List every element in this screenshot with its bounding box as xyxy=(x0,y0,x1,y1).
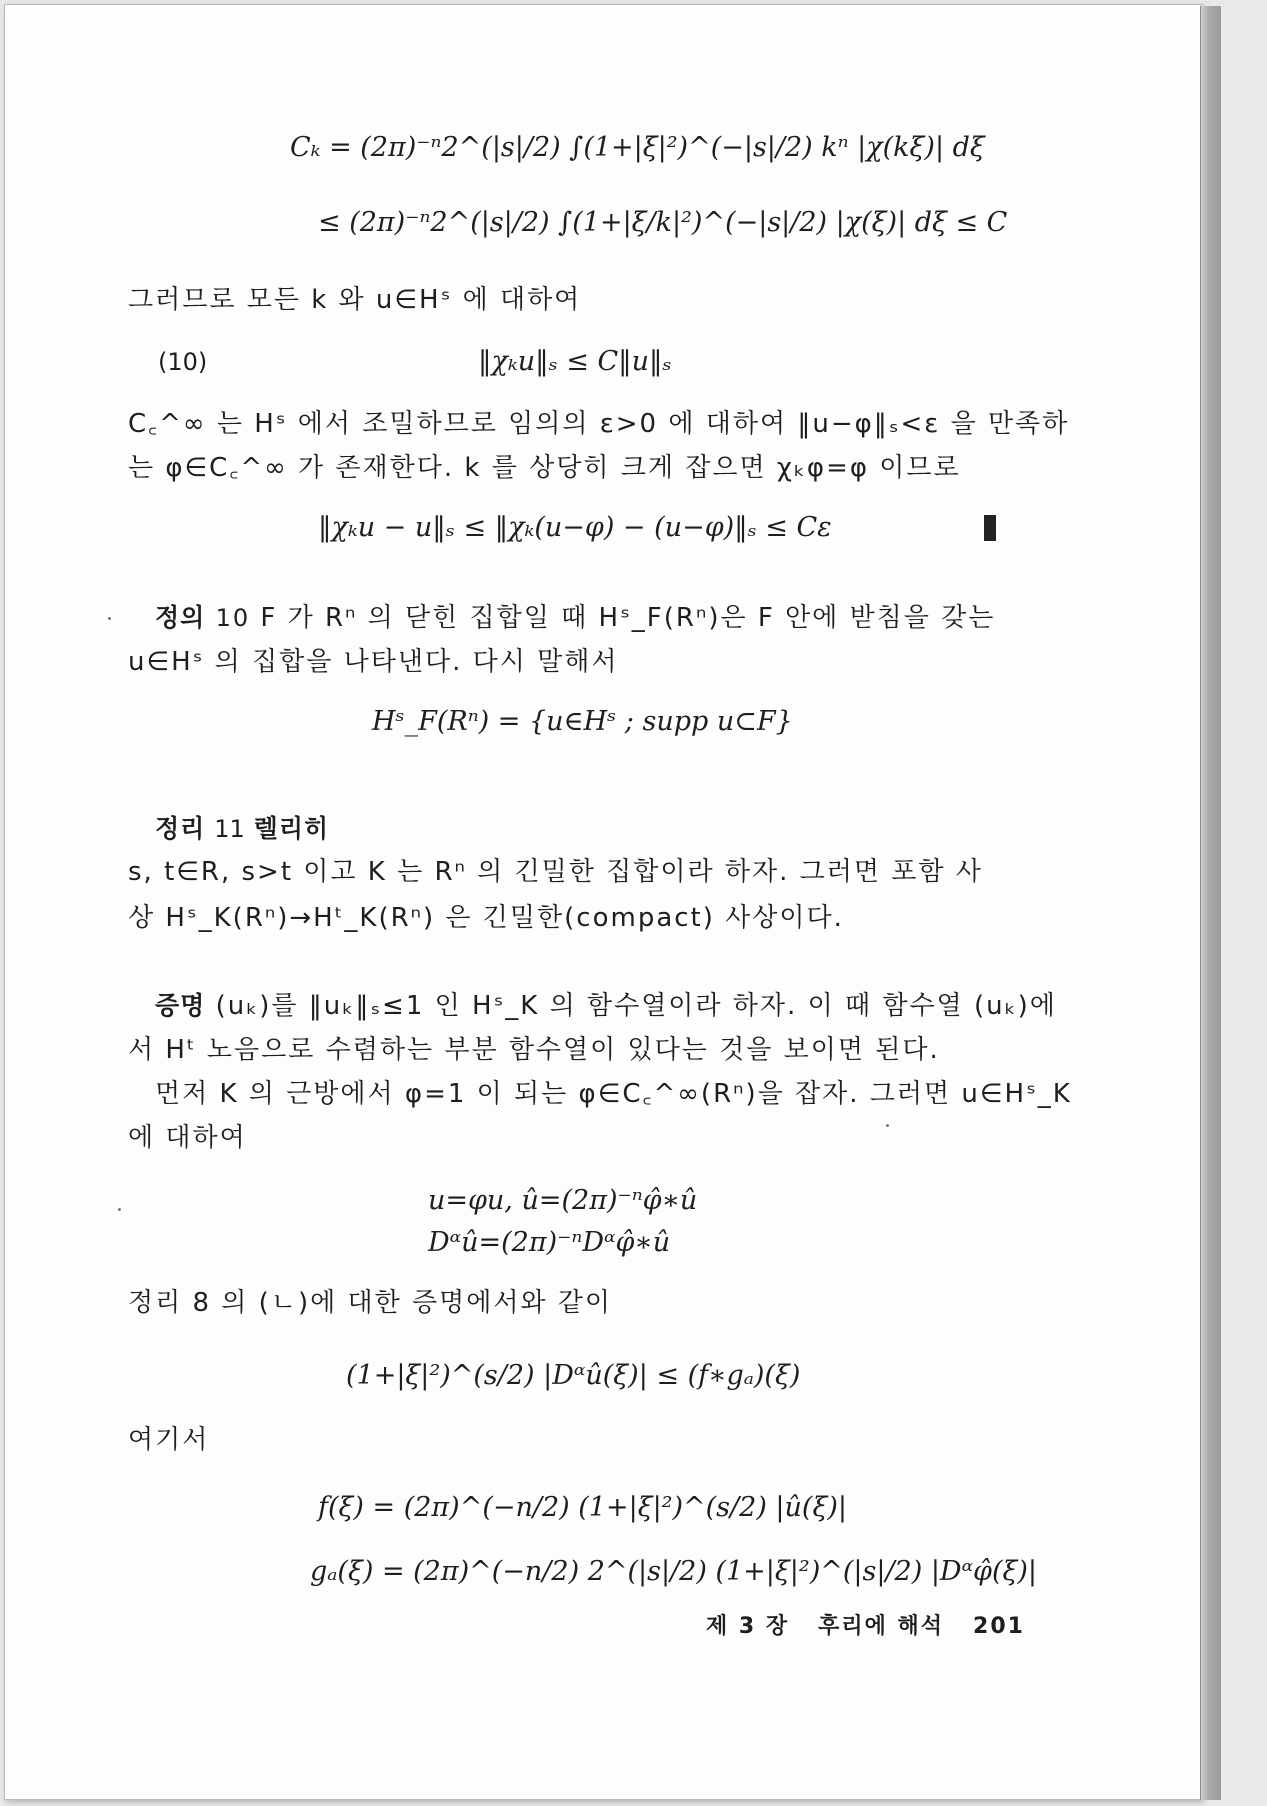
proof-line3: 먼저 K 의 근방에서 φ=1 이 되는 φ∈C꜀^∞(Rⁿ)을 잡자. 그러면 u∈Hˢ_K xyxy=(155,1079,1072,1109)
theorem-11-heading xyxy=(155,810,329,847)
scan-speck xyxy=(108,617,111,620)
theorem-number: 11 xyxy=(214,815,245,843)
text-theorem8-ref: 정리 8 의 (ㄴ)에 대한 증명에서와 같이 xyxy=(128,1288,613,1318)
proof-line2: 서 Hᵗ 노음으로 수렴하는 부분 함수열이 있다는 것을 보이면 된다. xyxy=(128,1035,940,1065)
equation-f-definition: f(ξ) = (2π)^(−n/2) (1+|ξ|²)^(s/2) |û(ξ)| xyxy=(318,1492,847,1523)
theorem-name: 렐리히 xyxy=(253,814,330,843)
theorem-11-line1: s, t∈R, s>t 이고 K 는 Rⁿ 의 긴밀한 집합이라 하자. 그러면 포함 사 xyxy=(128,857,983,887)
proof-line1: (uₖ)를 ‖uₖ‖ₛ≤1 인 Hˢ_K 의 함수열이라 하자. 이 때 함수열 (uₖ)에 xyxy=(215,991,1057,1021)
text-here: 여기서 xyxy=(128,1425,210,1455)
proof-paragraph xyxy=(155,988,1057,1024)
scan-speck xyxy=(886,1124,889,1127)
equation-convolution-1: u=φu, û=(2π)⁻ⁿφ̂∗û xyxy=(428,1185,698,1216)
definition-number: 10 xyxy=(215,604,251,632)
definition-label: 정의 xyxy=(155,603,206,632)
equation-10: ‖χₖu‖ₛ ≤ C‖u‖ₛ xyxy=(478,346,672,377)
scan-speck xyxy=(118,1208,121,1211)
equation-g-definition: gₐ(ξ) = (2π)^(−n/2) 2^(|s|/2) (1+|ξ|²)^(|s|/2) |Dᵅφ̂(ξ)| xyxy=(310,1556,1037,1587)
footer-title: 후리에 해석 xyxy=(818,1614,945,1639)
theorem-label: 정리 xyxy=(155,814,206,843)
definition-10-line1: F 가 Rⁿ 의 닫힌 집합일 때 Hˢ_F(Rⁿ)은 F 안에 받침을 갖는 xyxy=(260,603,996,633)
page-footer xyxy=(706,1609,1025,1640)
theorem-11-line2: 상 Hˢ_K(Rⁿ)→Hᵗ_K(Rⁿ) 은 긴밀한(compact) 사상이다. xyxy=(128,903,844,933)
definition-10-line2: u∈Hˢ 의 집합을 나타낸다. 다시 말해서 xyxy=(128,647,619,677)
page-number: 201 xyxy=(973,1614,1025,1639)
equation-convolution-2: Dᵅû=(2π)⁻ⁿDᵅφ̂∗û xyxy=(428,1227,671,1258)
equation-bound: (1+|ξ|²)^(s/2) |Dᵅû(ξ)| ≤ (f∗gₐ)(ξ) xyxy=(346,1360,801,1391)
equation-ck-line1: Cₖ = (2π)⁻ⁿ2^(|s|/2) ∫(1+|ξ|²)^(−|s|/2) kⁿ |χ(kξ)| dξ xyxy=(290,132,985,163)
proof-line4: 에 대하여 xyxy=(128,1123,247,1153)
text-dense-line2: 는 φ∈C꜀^∞ 가 존재한다. k 를 상당히 크게 잡으면 χₖφ=φ 이므로 xyxy=(128,453,961,483)
equation-hsf-definition: Hˢ_F(Rⁿ) = {u∈Hˢ ; supp u⊂F} xyxy=(372,706,793,737)
text-dense-line1: C꜀^∞ 는 Hˢ 에서 조밀하므로 임의의 ε>0 에 대하여 ‖u−φ‖ₛ<ε 을 만족하 xyxy=(128,409,1070,439)
footer-chapter: 제 3 장 xyxy=(706,1614,790,1639)
equation-approximation: ‖χₖu − u‖ₛ ≤ ‖χₖ(u−φ) − (u−φ)‖ₛ ≤ Cε xyxy=(318,512,832,543)
end-of-proof-marker xyxy=(984,515,996,541)
text-therefore: 그러므로 모든 k 와 u∈Hˢ 에 대하여 xyxy=(128,285,582,315)
equation-number-10: (10) xyxy=(158,348,208,376)
proof-label: 증명 xyxy=(155,991,206,1020)
definition-10-paragraph xyxy=(155,600,995,636)
equation-ck-line2: ≤ (2π)⁻ⁿ2^(|s|/2) ∫(1+|ξ/k|²)^(−|s|/2) |χ(ξ)| dξ ≤ C xyxy=(318,207,1008,238)
